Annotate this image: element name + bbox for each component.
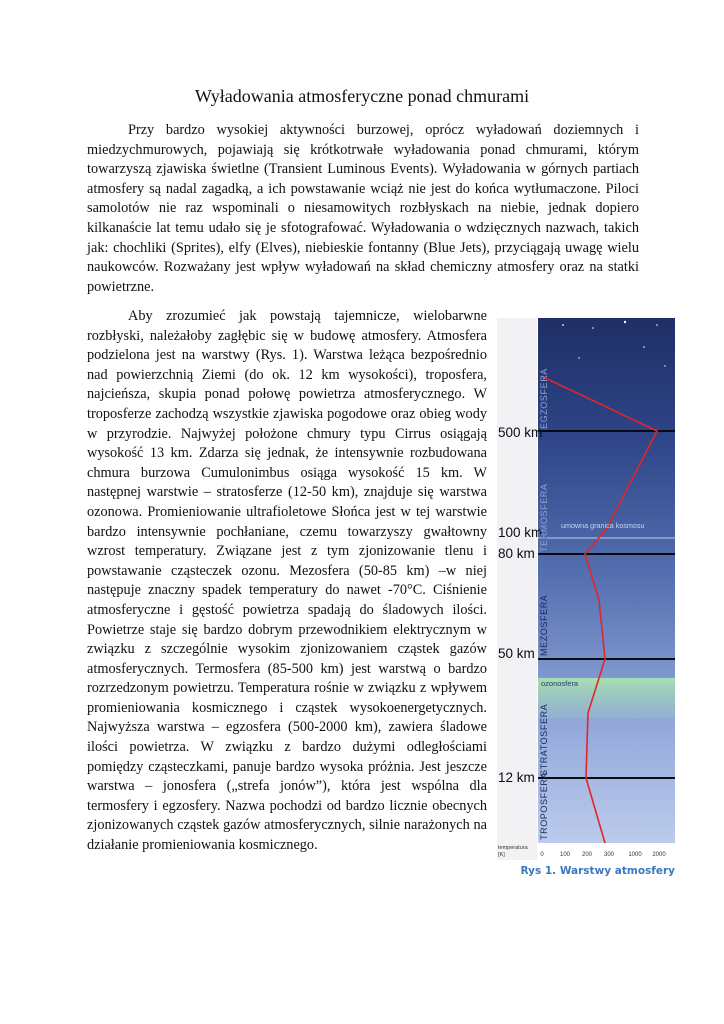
alt-label-500: 500 km: [498, 425, 543, 440]
alt-label-80: 80 km: [498, 546, 535, 561]
sky-background: [538, 318, 675, 843]
temp-tick-300: 300: [603, 852, 615, 858]
page-title: Wyładowania atmosferyczne ponad chmurami: [194, 86, 530, 106]
layer-label-termosfera: TERMOSFERA: [539, 483, 549, 552]
layer-label-mezosfera: MEZOSFERA: [539, 594, 549, 656]
layer-label-egzosfera: EGZOSFERA: [539, 368, 549, 429]
atmosphere-diagram: [497, 318, 675, 860]
temp-tick-1000: 1000: [628, 852, 642, 858]
temp-tick-2000: 2000: [652, 852, 666, 858]
alt-label-12: 12 km: [498, 770, 535, 785]
temp-tick-200: 200: [581, 852, 593, 858]
atmosphere-paragraph: Aby zrozumieć jak powstają tajemnicze, wielobarwne rozbłyski, należałoby zagłębic się w budowę atmosfery. Atmosfera podzielona jest na warstwy (Rys. 1). Warstwa leżąca bezpośrednio nad powierzchnią Ziemi (do ok. 12 km wysokości), troposfera, najcieńsza, skupia ponad połowę powietrza atmosferycznego. W troposferze zachodzą wszystkie zjawiska pogodowe oraz obieg wody w przyrodzie. Najwyżej położone chmury typu Cirrus osiągają wysokość 13 km. Zdarza się jednak, że intensywnie rozbudowana chmura burzowa Cumulonimbus osiąga wysokość 15 km. W następnej warstwie – stratosferze (12-50 km), znajduje się warstwa ozonowa. Promieniowanie ultrafioletowe Słońca jest w tej warstwie bardzo intensywnie pochłaniane, czemu towarzyszy gwałtowny wzrost temperatury. Związane jest z tym zjonizowanie tlenu i powstawanie cząsteczek ozonu. Mezosfera (50-85 km) –w niej następuje znaczny spadek temperatury do nawet -70°C. Ciśnienie atmosferyczne i gęstość powietrza spadają do śladowych ilości. Powietrze staje się bardzo dobrym przewodnikiem elektrycznym w związku z szczególnie wysokim zjonizowaniem cząstek gazów atmosferycznych. Termosfera (85-500 km) jest warstwą o bardzo rozrzedzonym powietrzu. Temperatura rośnie w związku z wpływem promieniowania kosmicznego i cząstek wysokoenergetycznych. Najwyższa warstwa – egzosfera (500-2000 km), zawiera śladowe ilości powietrza. W związku z bardzo dużymi odległościami pomiędzy cząsteczkami, panuje bardzo wysoka próżnia. Jest jeszcze warstwa – jonosfera („strefa jonów”), która jest wspólna dla termosfery i egzosfery. Nazwa pochodzi od bardzo licznie obecnych zjonizowanych cząstek gazów atmosferycznych, silnie narażonych na działanie promieniowania kosmicznego.: [87, 308, 487, 854]
space-boundary-label: umowna granica kosmosu: [561, 521, 645, 530]
layer-label-troposfera: TROPOSFERA: [539, 771, 549, 840]
alt-label-50: 50 km: [498, 646, 535, 661]
atmosphere-figure: [497, 318, 675, 860]
axis-label-temperature: temperatura: [498, 845, 528, 851]
alt-label-100: 100 km: [498, 525, 543, 540]
layer-label-stratosfera: STRATOSFERA: [539, 703, 549, 776]
figure-caption: Rys 1. Warstwy atmosfery: [520, 865, 675, 877]
temp-tick-100: 100: [559, 852, 571, 858]
ozone-label: ozonosfera: [541, 679, 579, 688]
temp-tick-0: 0: [540, 852, 544, 858]
axis-label-unit: [K]: [498, 852, 505, 858]
intro-paragraph: Przy bardzo wysokiej aktywności burzowej, oprócz wyładowań doziemnych i miedzychmurowych, pojawiają się krótkotrwałe wyładowania ponad chmurami, którym towarzyszą zjawiska świetlne (Transient Luminous Events). Wyładowania w górnych partiach atmosfery są nadal zagadką, a ich powstawanie wciąż nie jest do końca wytłumaczone. Piloci samolotów nie raz wspominali o niesamowitych rozbłyskach na niebie, jednak dopiero kilkanaście lat temu udało się je sfotografować. Wyładowania o wdzięcznych nazwach, takich jak: chochliki (Sprites), elfy (Elves), niebieskie fontanny (Blue Jets), przyciągają uwagę wielu naukowców. Rozważany jest wpływ wyładowań na skład chemiczny atmosfery oraz na statki powietrzne.: [87, 122, 639, 295]
